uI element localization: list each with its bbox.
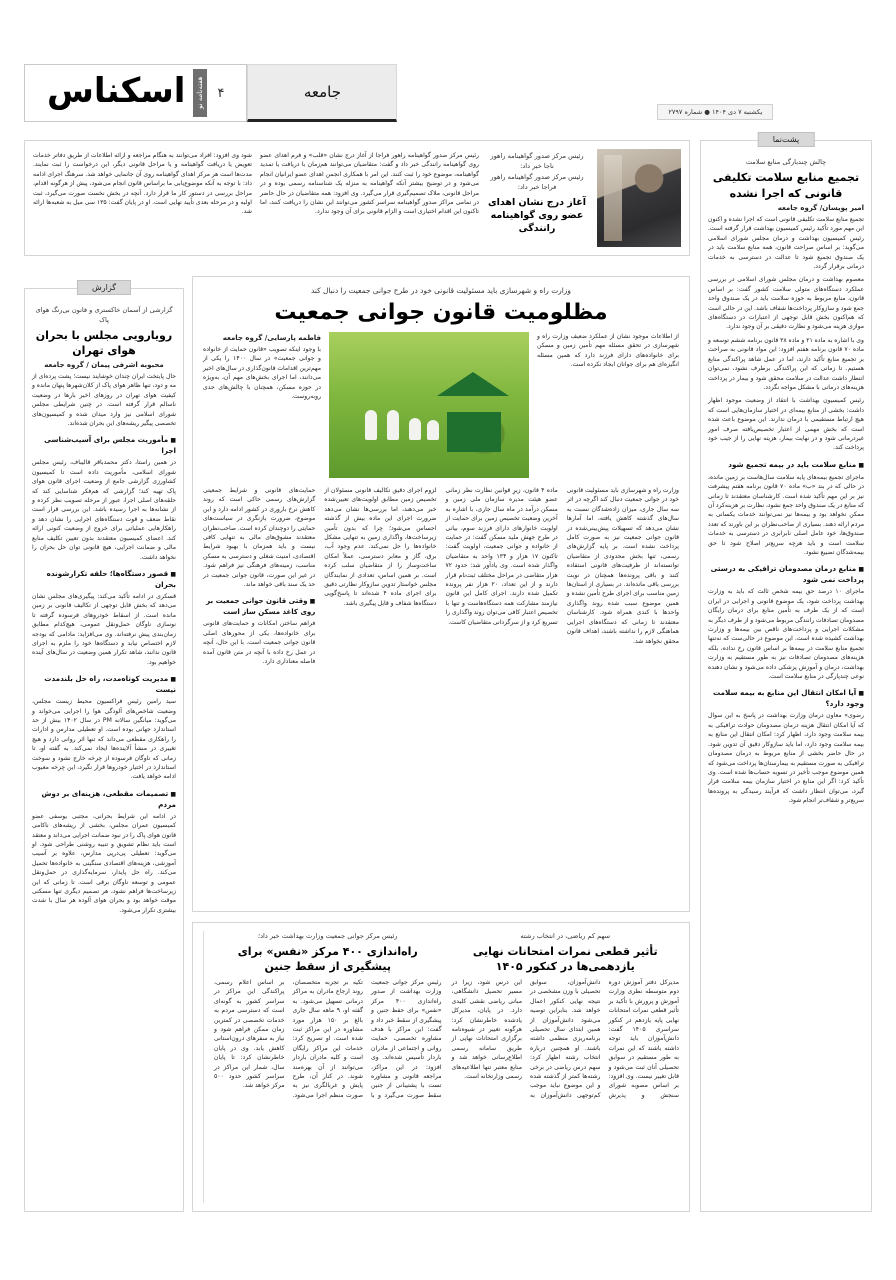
report-bullet-text-2: قسکری در ادامه تأکید می‌کند: پیگیری‌های مجلس نشان می‌دهد که بخش قابل توجهی از تکالیف قانونی بر زمین مانده است. از اسقاط خودروهای فرسوده گرفته تا نوسازی ناوگان حمل‌ونقل عمومی، هیچ‌کدام مطابق زمان‌بندی پیش نرفته‌اند. وی می‌افزاید: مادامی که بودجه لازم اختصاص نیابد و دستگاه‌ها خود را ملزم به اجرای قانون ندانند، شاهد تکرار همین وضعیت در سال‌های آینده خواهیم بود. bbox=[32, 592, 176, 666]
house-body-shape bbox=[447, 412, 501, 452]
top-center-kicker-2: رئیس مرکز صدور گواهینامه راهور فراجا خبر داد: bbox=[490, 173, 584, 191]
main-article bbox=[192, 276, 690, 912]
sidebar-paragraph-3: رئیس کمیسیون بهداشت با انتقاد از وضعیت موجود اظهار داشت: بخشی از منابع بیمه‌ای در اختیار سازمان‌هایی است که هیچ ارتباط مستقیمی با درمان ندارند. این موضوع باعث شده است که بخش مهمی از اعتبار تخصیص‌یافته صرف امور غیردرمانی شود و در نهایت بیمار، هزینه نهایی را از جیب خود پرداخت کند. bbox=[708, 397, 864, 452]
house-roof-shape bbox=[437, 372, 509, 396]
family-home-photo bbox=[329, 332, 529, 478]
newspaper-title: اسکناس bbox=[47, 71, 186, 111]
sidebar-bullet-text-1: ماجرای تجمیع بیمه‌های پایه سلامت سال‌هاست بر زمین مانده، در حالی که در بند «ب» ماده ۷۰ قانون برنامه هفتم پیشرفت نیز بر این مهم تأکید شده است. کارشناسان معتقدند تا زمانی که منابع در یک صندوق واحد جمع نشود، نظارت بر هزینه‌کرد آن ممکن نخواهد بود و بیمه‌ها نیز نمی‌توانند خدمات یکسانی به مردم ارائه دهند. بسیاری از صاحب‌نظران بر این باورند که تعدد صندوق‌ها، خود عامل اصلی نابرابری در دسترسی به خدمات سلامت است و باید هرچه سریع‌تر اصلاح شود تا حق بیمه‌شدگان تضییع نشود. bbox=[708, 473, 865, 556]
report-bullet-title-1: ■ مأموریت مجلس برای آسیب‌شناسی اجرا bbox=[32, 435, 176, 456]
main-bullet-text: فراهم ساختن امکانات و حمایت‌های قانونی برای خانواده‌ها، یکی از محورهای اصلی قانون جوانی جمعیت است. با این حال، آنچه در عمل رخ داده با آنچه در متن قانون آمده فاصله معناداری دارد. bbox=[203, 620, 316, 666]
top-center-body-1: رئیس مرکز صدور گواهینامه راهور فراجا از آغاز درج نشان «قلب» و فرم اهدای عضو روی گواهینامه رانندگی خبر داد و گفت: متقاضیان می‌توانند هم‌زمان با دریافت یا تمدید گواهینامه، موضوع خود را ثبت کنند. این امر با همکاری انجمن اهدای عضو ایرانیان انجام می‌شود و در توضیح بیشتر آنکه گواهینامه به منزله یک شناسنامه رسمی بوده و در مراحل قانونی، ملاک تصمیم‌گیری قرار می‌گیرد. وی افزود: همه متقاضیان در حال حاضر در تمامی مراکز صدور گواهینامه سراسر کشور می‌توانند این نشان را دریافت کنند، اما تاکنون این اقدام اختیاری است و الزام قانونی برای آن وجود ندارد. bbox=[260, 152, 479, 216]
masthead-brand-block bbox=[24, 64, 247, 122]
section-title: جامعه bbox=[247, 64, 397, 122]
top-center-body-columns bbox=[33, 151, 479, 247]
report-byline: محبوبه اشرفی پیمان / گروه جامعه bbox=[44, 361, 164, 369]
sidebar-lead: تجمیع منابع سلامت تکلیفی قانونی است که اجرا نشده و اکنون این مهم مورد تأکید رئیس کمیسیون بهداشت قرار گرفته است. رئیس کمیسیون بهداشت و درمان مجلس شورای اسلامی می‌گوید: بر اساس صراحت قانون، همه منابع سلامت باید در یک صندوق تجمیع شود تا عدالت در دسترسی به خدمات درمانی برقرار گردد. bbox=[708, 216, 864, 271]
main-body-columns bbox=[203, 486, 679, 667]
report-bullet-title-4: ■ تصمیمات مقطعی، هزینه‌ای بر دوش مردم bbox=[32, 789, 176, 810]
main-byline: فاطمه پارسایی/ گروه جامعه bbox=[222, 334, 321, 342]
top-center-headline-block bbox=[485, 151, 589, 238]
main-column-4 bbox=[203, 486, 315, 667]
main-column-2 bbox=[446, 486, 558, 667]
page-number: ۴ bbox=[217, 85, 225, 101]
sidebar-bullet-title-1: ■ منابع سلامت باید در بیمه تجمیع شود bbox=[708, 460, 864, 471]
sidebar-paragraph-2: وی با اشاره به ماده ۲۱ و ماده ۳۸ قانون برنامه ششم توسعه و ماده ۷۰ قانون برنامه هفتم افزود: این مواد قانونی به صراحت بر تجمیع منابع تأکید دارند، اما در عمل شاهد پراکندگی منابع هستیم. تا زمانی که این پراکندگی برطرف نشود، نمی‌توان انتظار داشت عدالت در سلامت محقق شود و بیمار در پرداخت هزینه‌های درمانی با مشکل مواجه نگردد. bbox=[708, 336, 865, 391]
report-bullet-text-1: در همین راستا، دکتر محمدباقر قالیباف، رئیس مجلس شورای اسلامی، مأموریت داده است تا کمیسیون کشاورزی گزارشی جامع از وضعیت اجرای قانون هوای پاک تهیه کند؛ گزارشی که هم‌فکر شناسایی کند که حلقه‌های اصلی اجرا، عبور از مرحله تصویب نظر کرده و از نشانه‌ها به اجرا رسیده باشد. این بررسی قرار است نقاط ضعف و قوت دستگاه‌های اجرایی را نشان دهد و راهکارهایی عملیاتی برای خروج از وضعیت کنونی ارائه کند. اعضای کمیسیون معتقدند بدون تعیین تکلیف منابع مالی و ضمانت اجرایی، هیچ قانونی توان حل بحران را نخواهد داشت. bbox=[32, 459, 176, 561]
right-sidebar-article bbox=[700, 135, 872, 1212]
main-lead-row bbox=[203, 332, 679, 478]
top-center-headline: آغاز درج نشان اهدای عضو روی گواهینامه رانندگی bbox=[487, 197, 587, 234]
sidebar-kicker: چالش چندبارگی منابع سلامت bbox=[745, 158, 827, 166]
sidebar-paragraph-1: معصوم بهداشت و درمان مجلس شورای اسلامی در بررسی عملکرد دستگاه‌های متولی سلامت کشور گفت: بر اساس قانون، منابع مربوط به حوزه سلامت باید در یک صندوق واحد جمع شود و سازوکار پرداخت‌ها شفاف باشد. این در حالی است که هم‌اکنون بخش قابل توجهی از اعتبارات در دستگاه‌های موازی هزینه می‌شود و نظارت دقیقی بر آن وجود ندارد. bbox=[708, 276, 864, 331]
report-headline: رویارویی مجلس با بحران هوای تهران bbox=[35, 329, 173, 357]
sidebar-byline: امیر پویسان/ گروه جامعه bbox=[777, 204, 864, 212]
sidebar-headline-line2: قانونی که اجرا نشده bbox=[729, 187, 843, 200]
main-lead-left: از اطلاعات موجود نشان از عملکرد ضعیف وزارت راه و شهرسازی در تحقق مسئله مهم تأمین زمین و مسکن برای خانواده‌های دارای فرزند دارد که همین مسئله انگیزه‌ای هم برای جوانان ایجاد نکرده است. bbox=[537, 333, 679, 369]
top-center-article bbox=[24, 140, 690, 256]
main-body-col-2: ماده ۴ قانون، زیرِ قوانین نظارت نظر زمانی عضو هیئت مدیره سازمان ملی زمین و مسکن درآمد در ماه سال جاری، با اشاره به آخرین وضعیت تخصیص زمین برای حمایت از اولویت خانوارهای دارای فرزند سوم، بیانی در طرح جهش ملید مسکن گفت: در حمایت از خانواده و جوانی جمعیت، اولویت گفت: تاکنون ۱۷ هزار و ۱۳۴ واحد به متقاضیان واگذار شده است. وی یادآور شد: حدود ۷۲ هزار متقاضی در مراحل مختلف ثبت‌نام قرار دارند و از این تعداد، ۲۰ هزار نفر پرونده تکمیل شده دارند. اجرای کامل این قانون نیازمند مشارکت همه دستگاه‌هاست و تنها با تخصیص اعتبار کافی می‌توان روند واگذاری را تسریع کرد و از سرگردانی متقاضیان کاست. bbox=[445, 487, 558, 626]
footer-body-cols-1 bbox=[214, 978, 442, 1100]
top-center-kicker: رئیس مرکز صدور گواهینامه راهور ناجا خبر داد: bbox=[490, 152, 584, 170]
main-column-3 bbox=[324, 486, 436, 667]
footer-headline-2: تأثیر قطعی نمرات امتحانات نهایی یازدهمی‌ها در کنکور ۱۴۰۵ bbox=[472, 945, 658, 973]
report-bullet-title-3: ■ مدیریت کوتاه‌مدت، راه حل بلندمدت نیست bbox=[32, 674, 176, 695]
report-bullet-title-2: ■ قصور دستگاه‌ها؛ حلقه تکرارشونده بحران bbox=[32, 569, 176, 590]
footer-body-cols-2 bbox=[452, 978, 680, 1100]
footer-headline-1: راه‌اندازی ۴۰۰ مرکز «نفس» برای پیشگیری از سقط جنین bbox=[237, 945, 418, 973]
left-report-article bbox=[24, 283, 184, 1212]
main-byline-column bbox=[203, 332, 321, 478]
main-body-col-3: لزوم اجرای دقیق تکالیف قانونی مسئولان از تخصیص زمین مطابق اولویت‌های تعیین‌شده خبر می‌دهند، اما بررسی‌ها نشان می‌دهد ضرورت اجرای این ماده بیش از گذشته احساس می‌شود؛ چرا که بدون تأمین زیرساخت‌ها، واگذاری زمین به تنهایی مشکل خانواده‌ها را حل نمی‌کند. عدم وجود آب، برق، گاز و معابر دسترسی، عملاً امکان ساخت‌وساز را از متقاضیان سلب کرده است. بر همین اساس، تعدادی از نمایندگان مجلس خواستار تدوین سازوکار نظارتی دقیق برای اجرای ماده ۴ شده‌اند تا پاسخ‌گویی دستگاه‌ها شفاف و قابل پیگیری باشد. bbox=[324, 487, 437, 607]
report-tab-label: گزارش bbox=[77, 280, 131, 295]
footer-body-2: مدیرکل دفتر آموزش دوره دوم متوسطه نظری وزارت آموزش و پرورش با تأکید بر تأثیر قطعی نمرات امتحانات نهایی پایه یازدهم در کنکور سراسری ۱۴۰۵ گفت: دانش‌آموزان باید توجه داشته باشند که این نمرات به طور مستقیم در سوابق تحصیلی آنان ثبت می‌شود و قابل تغییر نیست. وی افزود: بر اساس مصوبه شورای سنجش و پذیرش دانش‌آموزان، سوابق تحصیلی با وزن مشخصی در نتیجه نهایی کنکور اعمال خواهد شد. بنابراین توصیه می‌شود دانش‌آموزان از همین ابتدای سال تحصیلی برنامه‌ریزی منظمی داشته باشند. او همچنین درباره انتخاب رشته اظهار کرد: سهم درس ریاضی در برخی رشته‌ها کمتر از گذشته شده و این موضوع نباید موجب کم‌توجهی دانش‌آموزان به این درس شود، زیرا در مسیر تحصیل دانشگاهی، مبانی ریاضی نقشی کلیدی دارد. در پایان، مدیرکل یادشده خاطرنشان کرد: هرگونه تغییر در شیوه‌نامه برگزاری امتحانات نهایی از طریق سامانه رسمی اطلاع‌رسانی خواهد شد و منابع معتبر تنها اطلاعیه‌های رسمی وزارتخانه است. bbox=[451, 979, 679, 1099]
sidebar-headline-line1: تجمیع منابع سلامت تکلیفی bbox=[712, 171, 860, 184]
masthead bbox=[24, 64, 872, 122]
main-lead-left-column bbox=[537, 332, 679, 478]
main-body-col-4: حمایت‌های قانونی و شرایط جمعیتی گزارش‌های رسمی حاکی است که روند کاهش نرخ باروری در کشور ادامه دارد و این موضوع، ضرورت بازنگری در سیاست‌های حمایتی را دوچندان کرده است. صاحب‌نظران معتقدند مشوق‌های مالی به تنهایی کافی نیست و باید همزمان با بهبود شرایط اقتصادی، امنیت شغلی و دسترسی به مسکن مناسب، زمینه‌های فرهنگی نیز فراهم شود. در غیر این صورت، قانون جوانی جمعیت در حد یک سند باقی خواهد ماند. bbox=[203, 487, 316, 589]
footer-articles-region bbox=[192, 922, 690, 1212]
report-kicker: گزارشی از آسمان خاکستری و قانون بی‌رنگ هوای پاک bbox=[35, 306, 173, 324]
footer-kicker-1: رئیس مرکز جوانی جمعیت وزارت بهداشت خبر داد؛ bbox=[258, 932, 398, 940]
sidebar-bullet-title-3: ■ آیا امکان انتقال این منابع به بیمه سلامت وجود دارد؟ bbox=[708, 688, 864, 709]
paper-figure-4 bbox=[427, 420, 439, 440]
report-bullet-text-3: سید رامین رئیس فراکسیون محیط زیست مجلس، وضعیت شاخص‌های آلودگی هوا را اجرایی می‌خواند و می‌گوید: میانگین سالانه PM در سال ۱۴۰۲ بیش از حد استاندارد جهانی بوده است. او تعطیلی مدارس و ادارات را راهکاری مقطعی می‌داند که تنها اثر روانی دارد و هیچ تغییری در منشأ آلاینده‌ها ایجاد نمی‌کند. به گفته او، تا زمانی که ناوگان فرسوده از چرخه خارج نشود و سوخت استاندارد در اختیار خودروها قرار نگیرد، این چرخه معیوب ادامه خواهد یافت. bbox=[32, 698, 176, 781]
issue-date-line: یکشنبه ۷ دی ۱۴۰۴ ● شماره ۲۷۹۷ bbox=[657, 104, 773, 120]
sidebar-tab-label: پشت‌نما bbox=[758, 132, 815, 147]
main-kicker: وزارت راه و شهرسازی باید مسئولیت قانونی خود در طرح جوانی جمعیت را دنبال کند bbox=[311, 286, 571, 295]
main-lead-right: با وجود اینکه تصویب «قانون حمایت از خانواده و جوانی جمعیت» در سال ۱۴۰۰ را یکی از مهم‌ترین اقدامات قانون‌گذاری در سال‌های اخیر می‌دانند، اما اجرای بخش‌های مهم آن، به‌ویژه در حوزه مسکن، همچنان با چالش‌های جدی روبه‌روست. bbox=[203, 346, 322, 401]
paper-figure-2 bbox=[387, 410, 399, 440]
report-lead: حال پایتخت ایران چندان خوشایند نیست؛ پشت پرده‌ای از مه و دود، تنها ظاهر هوای پاک از کلان‌شهرها پنهان مانده و کیفیت هوای تهران در روزهای اخیر بارها در وضعیت ناسالم قرار گرفته است. در چنین شرایطی مجلس شورای اسلامی نیز وارد میدان شده و کمیسیون‌های تخصصی پیگیر ریشه‌های این بحران شده‌اند. bbox=[32, 373, 176, 428]
paper-figure-3 bbox=[409, 418, 421, 440]
masthead-vertical-tag: هفته‌نامه نو bbox=[193, 69, 207, 117]
main-column-1 bbox=[567, 486, 679, 667]
sidebar-bullet-text-2: ماجرای ۱۰ درصد حق بیمه شخص ثالث که باید به وزارت بهداشت پرداخت شود، یک موضوع قانونی و اجرایی در ایران است که از یک طرف به تأمین منابع برای درمان رایگان مصدومان تصادفات رانندگی مربوط می‌شود و از طرف دیگر به مشکلات اجرایی و پرداخت‌های ناقص بین بیمه‌ها و وزارت بهداشت کشیده شده است. این موضوع در حالی‌ست که نه‌تنها تجمیع منابع سلامت در بیمه‌ها بر اساس قانون رخ نداده، بلکه هزینه‌های مصدومان تصادفات نیز به طور مستقیم به وزارت بهداشت، درمان و آموزش پزشکی داده می‌شود و نشان دهنده نوعی چندپارگی در منابع سلامت است. bbox=[708, 588, 864, 681]
report-bullet-text-4: در ادامه این شرایط بحرانی، مجتبی یوسفی عضو کمیسیون عمران مجلس، بخشی از ریشه‌های ناکامی قانون هوای پاک را در نبود ضمانت اجرایی می‌داند و معتقد است باید نظام تشویق و تنبیه روشنی طراحی شود. او می‌گوید: تعطیلی پی‌درپی مدارس، علاوه بر آسیب آموزشی، هزینه‌های اقتصادی سنگینی به خانواده‌ها تحمیل می‌کند. راه حل پایدار، سرمایه‌گذاری در حمل‌ونقل عمومی و توسعه ناوگان برقی است. تا زمانی که این زیرساخت‌ها فراهم نشود، هر تصمیم دیگری تنها مسکنی موقت خواهد بود و بحران هوای آلوده هر سال با شدت بیشتری تکرار می‌شود. bbox=[32, 812, 176, 914]
footer-article-nafas bbox=[203, 931, 442, 1203]
main-bullet-title: ■ وقتی قانون جوانی جمعیت بر روی کاغذ مسکن ساز است bbox=[203, 596, 315, 617]
paper-figure-1 bbox=[365, 410, 377, 440]
sidebar-bullet-text-3: رضوی» معاون درمان وزارت بهداشت در پاسخ به این سوال که آیا امکان انتقال هزینه درمان مصدومان حوادث ترافیکی به بیمه سلامت وجود دارد، اظهار کرد: امکان انتقال این منابع به بیمه سلامت وجود دارد، اما باید سازوکار دقیق آن تدوین شود. در حال حاضر بخشی از منابع مربوط به درمان مصدومان ترافیکی به صورت مستقیم به بیمارستان‌ها پرداخت می‌شود که همین موضوع موجب تأخیر در تسویه حساب‌ها شده است. وی تأکید کرد: اگر این منابع در اختیار سازمان بیمه سلامت قرار گیرد، می‌توان انتظار داشت که فرآیند رسیدگی به پرونده‌ها سریع‌تر و شفاف‌تر انجام شود. bbox=[708, 712, 864, 805]
footer-body-1: رئیس مرکز جوانی جمعیت وزارت بهداشت از صدور راه‌اندازی ۴۰۰ مرکز «نفس» برای حفظ جنین و پیشگیری از سقط خبر داد و گفت: این مراکز با هدف مشاوره تخصصی، حمایت روانی و اجتماعی از مادران باردار تأسیس شده‌اند. وی افزود: در این مراکز، مراجعه قانونی و مشاوره تست با پشتیبانی از جنین سقط صورت می‌گیرد و با تکیه بر تجربه متخصصان، روند ارجاع مادران به مراکز درمانی تسهیل می‌شود. به گفته او، ۹ ماهه سال جاری بالغ بر ۱۵۰ هزار مورد مشاوره در این مراکز ثبت شده است. او تصریح کرد: خدمات این مراکز رایگان است و کلیه مادران باردار می‌توانند از آن بهره‌مند شوند. در کنار آن، طرح پایش و غربالگری نیز به صورت منظم اجرا می‌شود. بر اساس اعلام رسمی، پراکندگی این مراکز در سراسر کشور به گونه‌ای است که دسترسی مردم به خدمات تخصصی در کمترین زمان ممکن فراهم شود و نیاز به سفرهای درون‌استانی کاهش یابد. وی در پایان خاطرنشان کرد: تا پایان سال، شمار این مراکز در سراسر کشور حدود ۵۰۰ مرکز خواهد شد. bbox=[214, 979, 442, 1099]
sidebar-bullet-title-2: ■ منابع درمان مصدومان ترافیکی به درستی پرداخت نمی شود bbox=[708, 564, 864, 585]
top-center-body-2: شود وی افزود: افراد می‌توانند به هنگام مراجعه و ارائه اطلاعات از طریق دفاتر خدمات تعویض یا دریافت گواهینامه و یا مراحل قانونی دیگر، این درخواست را ثبت نمایند. مدت‌ها است هر مرکز اهدای گواهینامه روی آن جانمایی خواهد شد. سرهنگ اجرای ادامه داد: با توجه به آنکه موضوع‌یابی ما براساس قانون انجام می‌شود، پیش از هرگونه اقدام، مراحل بررسی در دستور کار ما قرار دارد. آنچه در بخش نخست صورت می‌گیرد، ثبت اولیه و در مرحله بعدی تأیید نهایی است. او در پایان گفت: ۱۳۵ سی میل به شعبه‌ها ارائه شد. bbox=[33, 152, 252, 216]
footer-kicker-2: سهم کم ریاضی، در انتخاب رشته bbox=[520, 932, 611, 940]
footer-two-up bbox=[203, 931, 679, 1203]
main-headline: مظلومیت قانون جوانی جمعیت bbox=[274, 300, 608, 325]
main-body-col-1: وزارت راه و شهرسازی باید مسئولیت قانونی خود در جوانی جمعیت دنبال کند اگرچه در اثر سه سال جاری، میزان زاده‌شدگان نسبت به سال‌های گذشته کاهش یافته، اما آمارها نشان می‌دهد که تسهیلات پیش‌بینی‌شده در قانون جوانی جمعیت نیز به صورت کامل پرداخت نشده است. بر پایه گزارش‌های رسمی، تنها بخش محدودی از متقاضیان توانسته‌اند از ظرفیت‌های قانونی استفاده کنند و باقی پرونده‌ها همچنان در نوبت بررسی باقی مانده‌اند. در بسیاری از استان‌ها زمین مناسب برای اجرای طرح تأمین نشده و همین موضوع سبب شده روند واگذاری واحدها با کندی همراه شود. کارشناسان معتقدند تا زمانی که دستگاه‌های اجرایی هماهنگی لازم را نداشته باشند، اهداف قانون محقق نخواهد شد. bbox=[566, 487, 679, 645]
officer-photo bbox=[597, 149, 681, 247]
footer-article-konkour bbox=[452, 931, 680, 1203]
